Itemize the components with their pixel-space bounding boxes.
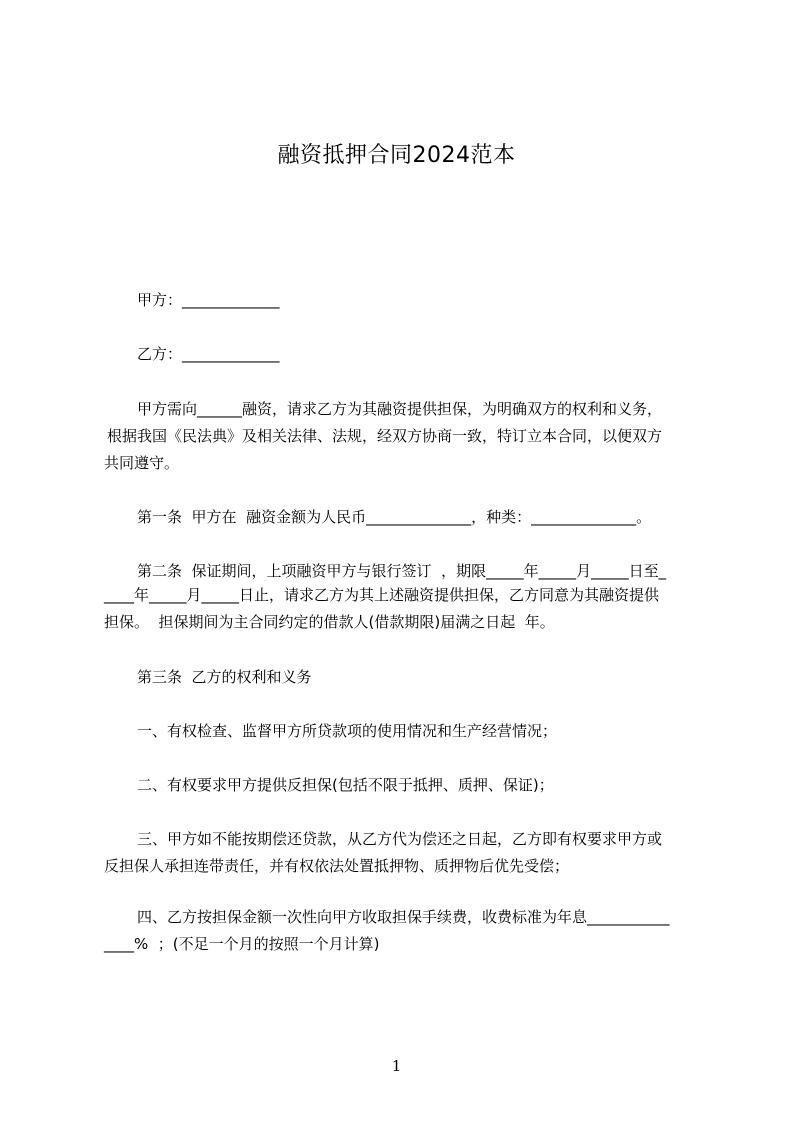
article-2-line-3: 担保。 担保期间为主合同约定的借款人(借款期限)届满之日起 年。	[104, 613, 555, 631]
preamble-line-2: 根据我国《民法典》及相关法律、法规，经双方协商一致，特订立本合同，以便双方	[107, 427, 663, 445]
article-1-line: 第一条 甲方在 融资金额为人民币______________，种类：______________。	[137, 508, 652, 526]
party-a-line: 甲方：_____________	[137, 291, 280, 309]
preamble-line-1: 甲方需向______融资，请求乙方为其融资提供担保，为明确双方的权利和义务，	[137, 400, 663, 418]
clause-4-line-1: 四、乙方按担保金额一次性向甲方收取担保手续费，收费标准为年息___________	[137, 908, 670, 926]
article-2-line-1: 第二条 保证期间，上项融资甲方与银行签订 ，期限_____年_____月_____日至_	[137, 562, 667, 580]
document-title: 融资抵押合同2024范本	[277, 143, 516, 168]
article-3-heading: 第三条 乙方的权利和义务	[137, 668, 312, 686]
article-2-line-2: ____年_____月_____日止，请求乙方为其上述融资提供担保，乙方同意为其融资提供	[104, 586, 660, 604]
clause-2-line: 二、有权要求甲方提供反担保(包括不限于抵押、质押、保证)；	[137, 776, 554, 794]
page-number: 1	[391, 1057, 402, 1075]
clause-4-line-2: ____% ；(不足一个月的按照一个月计算)	[104, 935, 380, 953]
preamble-line-3: 共同遵守。	[104, 454, 180, 472]
party-b-line: 乙方：_____________	[137, 345, 280, 363]
clause-3-line-1: 三、甲方如不能按期偿还贷款，从乙方代为偿还之日起，乙方即有权要求甲方或	[137, 830, 663, 848]
clause-1-line: 一、有权检查、监督甲方所贷款项的使用情况和生产经营情况；	[137, 722, 558, 740]
clause-3-line-2: 反担保人承担连带责任，并有权依法处置抵押物、质押物后优先受偿；	[104, 857, 570, 875]
